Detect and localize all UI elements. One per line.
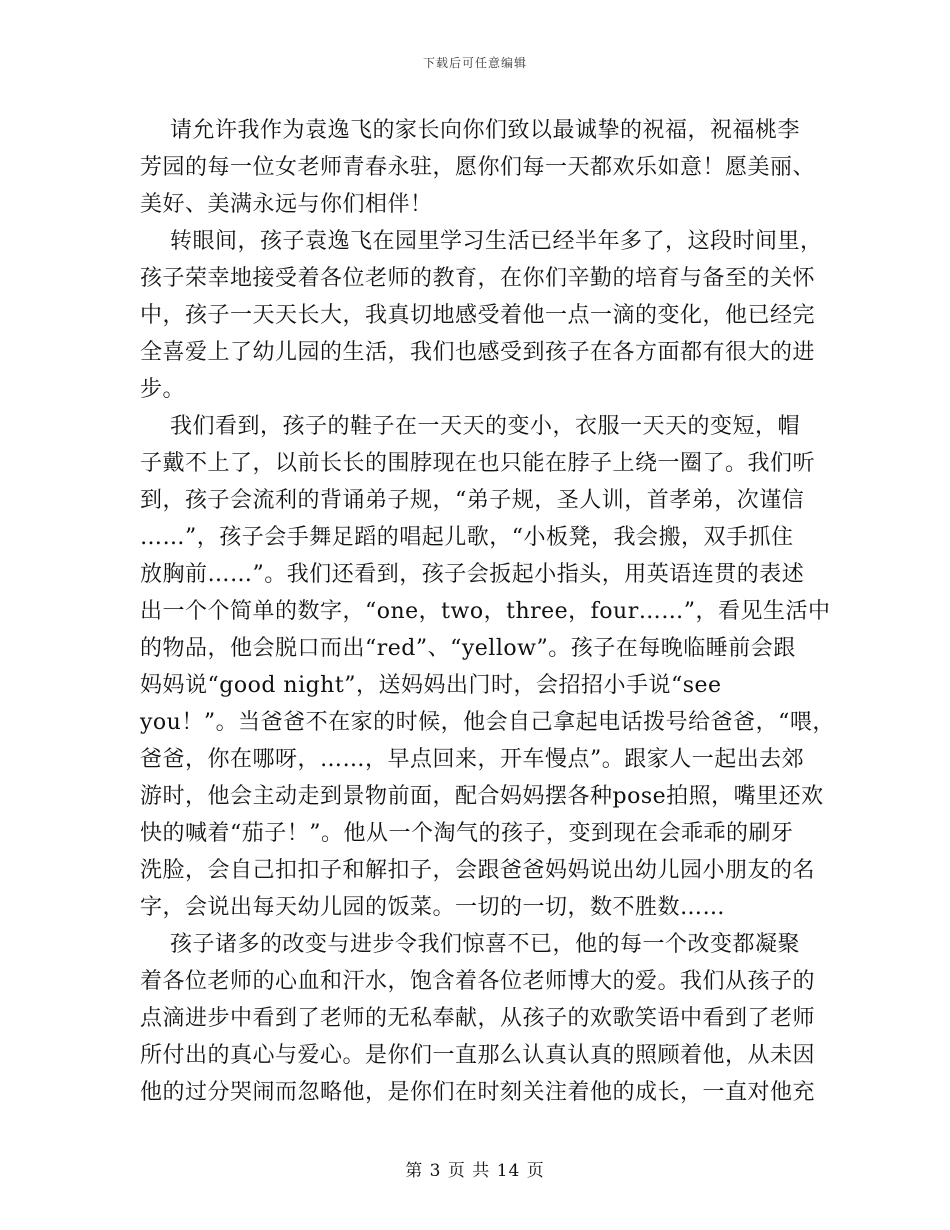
text-line: 美好、美满永远与你们相伴！ — [140, 192, 433, 217]
text-line: 孩子诸多的改变与进步令我们惊喜不已，他的每一个改变都凝聚 — [140, 932, 800, 957]
paragraph — [140, 926, 816, 1111]
text-line: 出一个个简单的数字，“one，two，three，four……”，看见生活中 — [140, 599, 831, 624]
text-line: 他的过分哭闹而忽略他，是你们在时刻关注着他的成长，一直对他充 — [140, 1080, 816, 1105]
text-line: 孩子荣幸地接受着各位老师的教育，在你们辛勤的培育与备至的关怀 — [140, 266, 816, 291]
text-line: 妈妈说“good night”，送妈妈出门时，会招招小手说“see — [140, 673, 722, 698]
text-line: 转眼间，孩子袁逸飞在园里学习生活已经半年多了，这段时间里， — [140, 229, 823, 254]
paragraph — [140, 408, 835, 926]
text-line: 爸爸，你在哪呀，……，早点回来，开车慢点”。跟家人一起出去郊 — [140, 747, 805, 772]
text-line: 放胸前……”。我们还看到，孩子会扳起小指头，用英语连贯的表述 — [140, 562, 805, 587]
page-footer: 第 3 页 共 14 页 — [405, 1161, 545, 1181]
text-line: ……”，孩子会手舞足蹈的唱起儿歌，“小板凳，我会搬，双手抓住 — [140, 525, 794, 550]
paragraph — [140, 112, 816, 223]
text-line: 全喜爱上了幼儿园的生活，我们也感受到孩子在各方面都有很大的进 — [140, 340, 816, 365]
page-header: 下载后可任意编辑 — [422, 56, 527, 70]
text-line: 着各位老师的心血和汗水，饱含着各位老师博大的爱。我们从孩子的 — [140, 969, 816, 994]
text-line: 洗脸，会自己扣扣子和解扣子，会跟爸爸妈妈说出幼儿园小朋友的名 — [140, 858, 816, 883]
text-line: 点滴进步中看到了老师的无私奉献，从孩子的欢歌笑语中看到了老师 — [140, 1006, 816, 1031]
text-line: 中，孩子一天天长大，我真切地感受着他一点一滴的变化，他已经完 — [140, 303, 816, 328]
text-line: 步。 — [140, 377, 186, 402]
text-line: 子戴不上了，以前长长的围脖现在也只能在脖子上绕一圈了。我们听 — [140, 451, 816, 476]
text-line: 到，孩子会流利的背诵弟子规，“弟子规，圣人训，首孝弟，次谨信 — [140, 488, 805, 513]
text-line: 我们看到，孩子的鞋子在一天天的变小，衣服一天天的变短，帽 — [140, 414, 800, 439]
text-line: 游时，他会主动走到景物前面，配合妈妈摆各种pose拍照，嘴里还欢 — [140, 784, 824, 809]
text-line: 字，会说出每天幼儿园的饭菜。一切的一切，数不胜数…… — [140, 895, 726, 920]
text-line: 芳园的每一位女老师青春永驻，愿你们每一天都欢乐如意！愿美丽、 — [140, 155, 816, 180]
text-line: you！”。当爸爸不在家的时候，他会自己拿起电话拨号给爸爸，“喂， — [140, 710, 835, 735]
document-body — [140, 112, 835, 1111]
text-line: 请允许我作为袁逸飞的家长向你们致以最诚挚的祝福，祝福桃李 — [140, 118, 800, 143]
text-line: 的物品，他会脱口而出“red”、“yellow”。孩子在每晚临睡前会跟 — [140, 636, 796, 661]
text-line: 快的喊着“茄子！”。他从一个淘气的孩子，变到现在会乖乖的刷牙 — [140, 821, 794, 846]
paragraph — [140, 223, 823, 408]
text-line: 所付出的真心与爱心。是你们一直那么认真认真的照顾着他，从未因 — [140, 1043, 816, 1068]
